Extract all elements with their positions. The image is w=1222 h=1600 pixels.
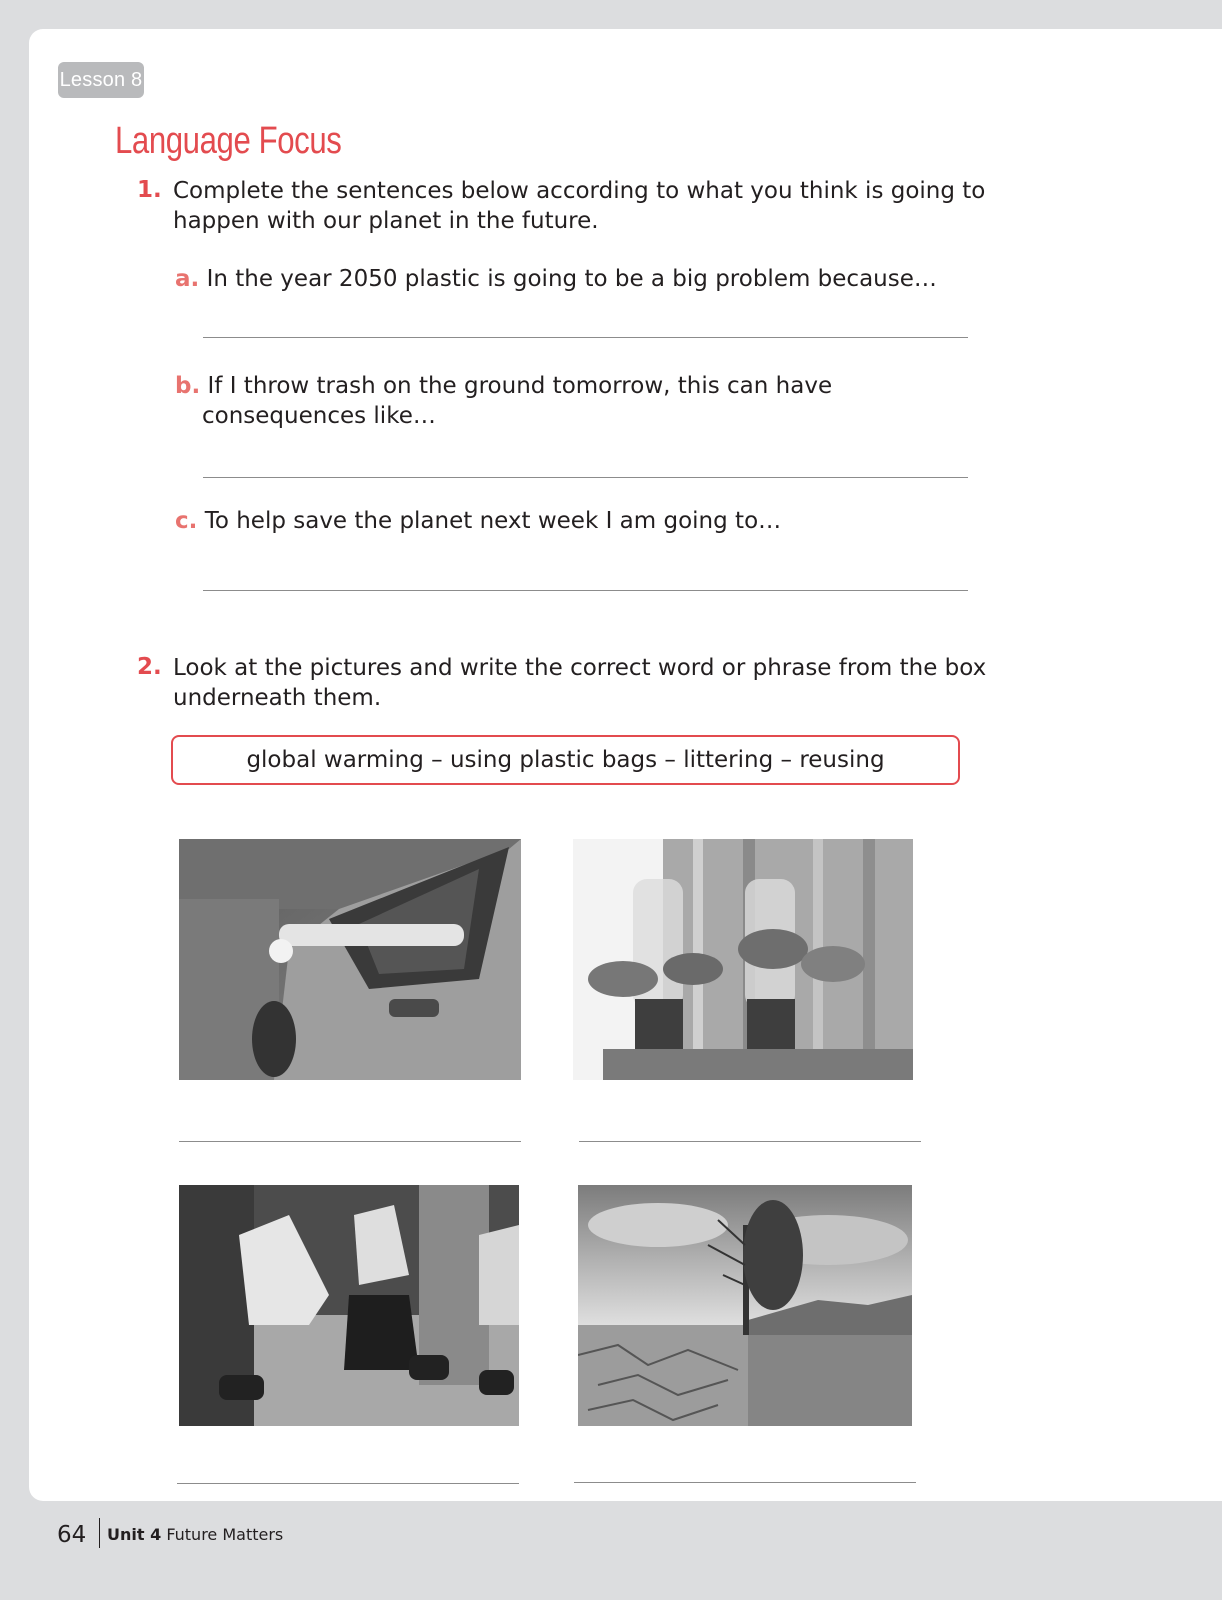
item-c-text: To help save the planet next week I am going to… — [204, 508, 782, 534]
answer-line-photo-1[interactable] — [179, 1141, 521, 1142]
photo-reusing — [573, 839, 913, 1080]
footer-unit-title: Future Matters — [166, 1525, 284, 1544]
photo-plastic-bags — [179, 1185, 519, 1426]
answer-line-b[interactable] — [203, 477, 968, 478]
answer-line-photo-3[interactable] — [177, 1483, 519, 1484]
photo-littering — [179, 839, 521, 1080]
section-title: Language Focus — [115, 120, 342, 162]
answer-line-photo-4[interactable] — [574, 1482, 916, 1483]
page-number: 64 — [57, 1522, 87, 1548]
exercise-1-instruction-line2: happen with our planet in the future. — [173, 208, 599, 234]
exercise-2-instruction-line1: Look at the pictures and write the correct word or phrase from the box — [173, 655, 987, 681]
item-c — [175, 506, 781, 536]
footer-unit-label: Unit 4 — [107, 1525, 162, 1544]
photo-global-warming — [578, 1185, 912, 1426]
footer-unit — [107, 1525, 283, 1544]
lesson-tab: Lesson 8 — [58, 62, 144, 98]
answer-line-photo-2[interactable] — [579, 1141, 921, 1142]
item-a-text: In the year 2050 plastic is going to be a big problem because… — [206, 266, 937, 292]
item-b-letter: b. — [175, 373, 201, 399]
word-box: global warming – using plastic bags – littering – reusing — [171, 735, 960, 785]
item-a-letter: a. — [175, 266, 200, 292]
answer-line-c[interactable] — [203, 590, 968, 591]
exercise-2-instruction-line2: underneath them. — [173, 685, 382, 711]
exercise-2-number: 2. — [137, 654, 162, 680]
item-b-text-line2: consequences like… — [202, 403, 436, 429]
item-c-letter: c. — [175, 508, 198, 534]
item-b — [175, 371, 832, 401]
footer-divider — [99, 1518, 100, 1548]
item-a — [175, 264, 937, 294]
exercise-1-instruction-line1: Complete the sentences below according to what you think is going to — [173, 178, 986, 204]
answer-line-a[interactable] — [203, 337, 968, 338]
item-b-text: If I throw trash on the ground tomorrow, this can have — [207, 373, 833, 399]
exercise-1-number: 1. — [137, 177, 162, 203]
